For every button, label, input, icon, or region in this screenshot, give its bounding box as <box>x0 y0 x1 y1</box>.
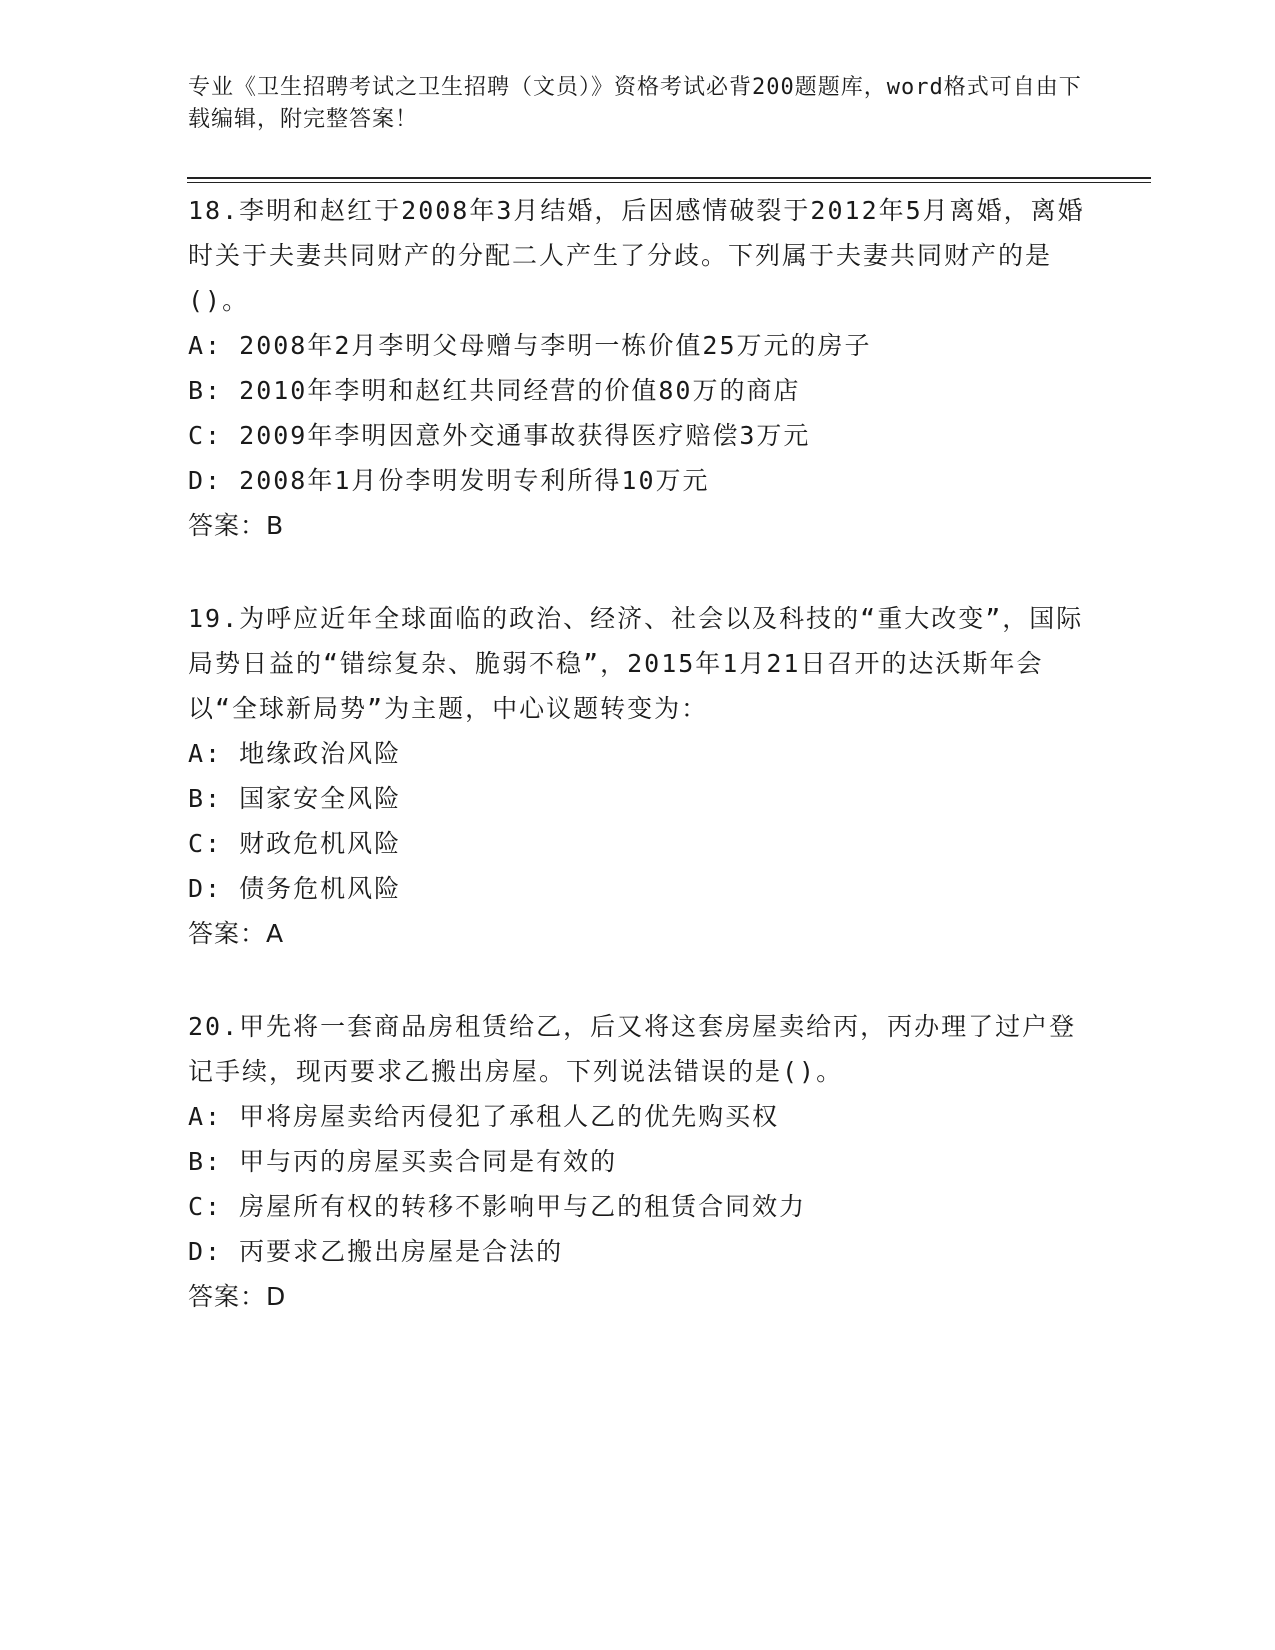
option-a: A: 地缘政治风险 <box>188 739 402 768</box>
answer-line: 答案：B <box>188 511 285 540</box>
question-18 <box>188 188 1088 548</box>
option-b: B: 国家安全风险 <box>188 784 402 813</box>
question-stem: 19.为呼应近年全球面临的政治、经济、社会以及科技的“重大改变”，国际局势日益的“错综复杂、脆弱不稳”，2015年1月21日召开的达沃斯年会以“全球新局势”为主题，中心议题转变为： <box>188 604 1084 723</box>
option-c: C: 财政危机风险 <box>188 829 402 858</box>
option-a: A: 2008年2月李明父母赠与李明一栋价值25万元的房子 <box>188 331 872 360</box>
header-divider-thick <box>187 177 1151 179</box>
option-a: A: 甲将房屋卖给丙侵犯了承租人乙的优先购买权 <box>188 1102 780 1131</box>
answer-line: 答案：A <box>188 919 285 948</box>
header-divider-thin <box>187 182 1151 183</box>
option-b: B: 甲与丙的房屋买卖合同是有效的 <box>188 1147 618 1176</box>
question-20 <box>188 1004 1088 1319</box>
question-stem: 18.李明和赵红于2008年3月结婚，后因感情破裂于2012年5月离婚，离婚时关于夫妻共同财产的分配二人产生了分歧。下列属于夫妻共同财产的是()。 <box>188 196 1085 315</box>
option-c: C: 房屋所有权的转移不影响甲与乙的租赁合同效力 <box>188 1192 807 1221</box>
option-b: B: 2010年李明和赵红共同经营的价值80万的商店 <box>188 376 801 405</box>
option-d: D: 2008年1月份李明发明专利所得10万元 <box>188 466 710 495</box>
document-header: 专业《卫生招聘考试之卫生招聘（文员）》资格考试必背200题题库，word格式可自由下载编辑，附完整答案！ <box>188 75 1082 132</box>
question-stem: 20.甲先将一套商品房租赁给乙，后又将这套房屋卖给丙，丙办理了过户登记手续，现丙要求乙搬出房屋。下列说法错误的是()。 <box>188 1012 1077 1086</box>
option-d: D: 债务危机风险 <box>188 874 402 903</box>
question-19 <box>188 596 1088 956</box>
answer-line: 答案：D <box>188 1282 287 1311</box>
option-d: D: 丙要求乙搬出房屋是合法的 <box>188 1237 564 1266</box>
option-c: C: 2009年李明因意外交通事故获得医疗赔偿3万元 <box>188 421 811 450</box>
